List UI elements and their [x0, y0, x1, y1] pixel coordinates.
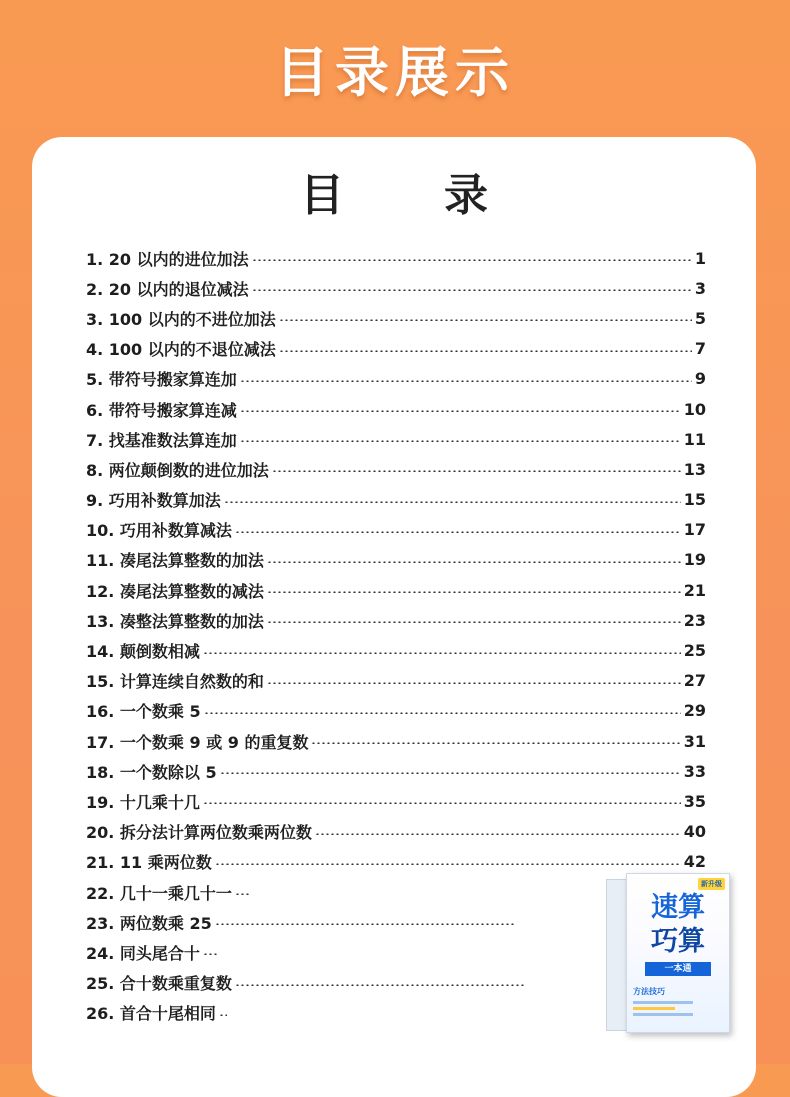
toc-item-page: 10 [683, 399, 706, 419]
toc-leader-dots [203, 953, 217, 955]
toc-leader-dots [235, 531, 681, 533]
toc-heading-right: 录 [444, 170, 488, 221]
toc-leader-dots [272, 470, 681, 472]
toc-leader-dots [235, 984, 525, 986]
toc-item-label: 2. 20 以内的退位减法 [86, 279, 249, 299]
toc-item-label: 17. 一个数乘 9 或 9 的重复数 [86, 732, 309, 752]
book-title-line1: 速算 [651, 892, 705, 923]
toc-item-page: 19 [683, 550, 706, 570]
toc-item-page: 31 [683, 731, 706, 751]
toc-item [86, 394, 706, 424]
toc-leader-dots [220, 772, 681, 774]
toc-item-label: 9. 巧用补数算加法 [86, 491, 221, 511]
toc-item [86, 454, 706, 484]
toc-item-label: 14. 颠倒数相减 [86, 642, 200, 662]
toc-leader-dots [252, 289, 692, 291]
toc-item [86, 545, 706, 575]
toc-item [86, 696, 706, 726]
toc-item-page: 35 [683, 791, 706, 811]
toc-heading-left: 目 [300, 170, 344, 221]
toc-leader-dots [311, 742, 680, 744]
toc-leader-dots [215, 923, 515, 925]
toc-leader-dots [240, 440, 681, 442]
book-decoration-lines [633, 998, 693, 1019]
toc-item-label: 10. 巧用补数算减法 [86, 521, 232, 541]
toc-item-label: 15. 计算连续自然数的和 [86, 672, 264, 692]
toc-item-page: 7 [694, 339, 706, 359]
book-subtitle: 方法技巧 [633, 987, 665, 996]
toc-item-label: 12. 凑尾法算整数的减法 [86, 581, 264, 601]
toc-item-page: 40 [683, 822, 706, 842]
toc-leader-dots [235, 893, 251, 895]
toc-item-page: 17 [683, 520, 706, 540]
toc-item-label: 16. 一个数乘 5 [86, 702, 201, 722]
toc-leader-dots [224, 501, 681, 503]
toc-item [86, 303, 706, 333]
toc-item-label: 5. 带符号搬家算连加 [86, 370, 237, 390]
toc-item-label: 11. 凑尾法算整数的加法 [86, 551, 264, 571]
toc-item-page: 3 [694, 278, 706, 298]
toc-item-label: 1. 20 以内的进位加法 [86, 249, 249, 269]
toc-item [86, 334, 706, 364]
toc-item-page: 29 [683, 701, 706, 721]
toc-leader-dots [240, 410, 681, 412]
toc-item [86, 273, 706, 303]
toc-item-label: 18. 一个数除以 5 [86, 762, 217, 782]
book-title-line2: 巧算 [651, 926, 705, 957]
toc-item-page: 42 [683, 852, 706, 872]
toc-item [86, 666, 706, 696]
toc-item-page: 21 [683, 580, 706, 600]
book-cover-image [606, 873, 730, 1033]
book-badge: 新升级 [698, 878, 725, 890]
toc-item-label: 19. 十几乘十几 [86, 792, 200, 812]
toc-item-label: 7. 找基准数法算连加 [86, 430, 237, 450]
toc-item-page: 27 [683, 671, 706, 691]
toc-heading [32, 159, 756, 223]
toc-leader-dots [315, 833, 681, 835]
toc-item-page: 25 [683, 641, 706, 661]
toc-leader-dots [215, 863, 681, 865]
toc-item-page: 1 [694, 248, 706, 268]
toc-item [86, 817, 706, 847]
toc-leader-dots [240, 380, 692, 382]
toc-item [86, 756, 706, 786]
toc-item-label: 8. 两位颠倒数的进位加法 [86, 460, 269, 480]
toc-item-label: 6. 带符号搬家算连减 [86, 400, 237, 420]
toc-item-label: 20. 拆分法计算两位数乘两位数 [86, 823, 312, 843]
toc-item-page: 5 [694, 308, 706, 328]
toc-item [86, 515, 706, 545]
book-stripe: 一本通 [645, 962, 711, 976]
toc-item-page: 13 [683, 459, 706, 479]
toc-item-label: 3. 100 以内的不进位加法 [86, 309, 276, 329]
toc-leader-dots [267, 682, 681, 684]
toc-item-label: 4. 100 以内的不退位减法 [86, 340, 276, 360]
toc-leader-dots [219, 1014, 227, 1016]
toc-item-page: 9 [694, 369, 706, 389]
toc-item [86, 575, 706, 605]
toc-item-label: 26. 首合十尾相同 [86, 1004, 216, 1024]
toc-leader-dots [252, 259, 692, 261]
toc-item-page: 11 [683, 429, 706, 449]
toc-item [86, 485, 706, 515]
toc-item [86, 726, 706, 756]
toc-item [86, 424, 706, 454]
toc-leader-dots [279, 319, 692, 321]
toc-leader-dots [267, 621, 681, 623]
toc-leader-dots [203, 802, 681, 804]
toc-leader-dots [204, 712, 681, 714]
toc-item [86, 786, 706, 816]
toc-leader-dots [267, 561, 681, 563]
toc-item [86, 364, 706, 394]
banner-title: 目录展示 [275, 41, 515, 104]
toc-item-label: 25. 合十数乘重复数 [86, 974, 232, 994]
toc-item-page: 33 [683, 761, 706, 781]
toc-leader-dots [279, 350, 692, 352]
toc-item-label: 21. 11 乘两位数 [86, 853, 212, 873]
toc-item [86, 635, 706, 665]
toc-leader-dots [203, 652, 681, 654]
book-front [626, 873, 730, 1033]
toc-item-label: 24. 同头尾合十 [86, 943, 200, 963]
toc-item-page: 23 [683, 610, 706, 630]
toc-item-label: 23. 两位数乘 25 [86, 913, 212, 933]
toc-item-label: 22. 几十一乘几十一 [86, 883, 232, 903]
toc-item-label: 13. 凑整法算整数的加法 [86, 611, 264, 631]
toc-item-page: 15 [683, 490, 706, 510]
toc-item [86, 605, 706, 635]
toc-item [86, 243, 706, 273]
toc-leader-dots [267, 591, 681, 593]
